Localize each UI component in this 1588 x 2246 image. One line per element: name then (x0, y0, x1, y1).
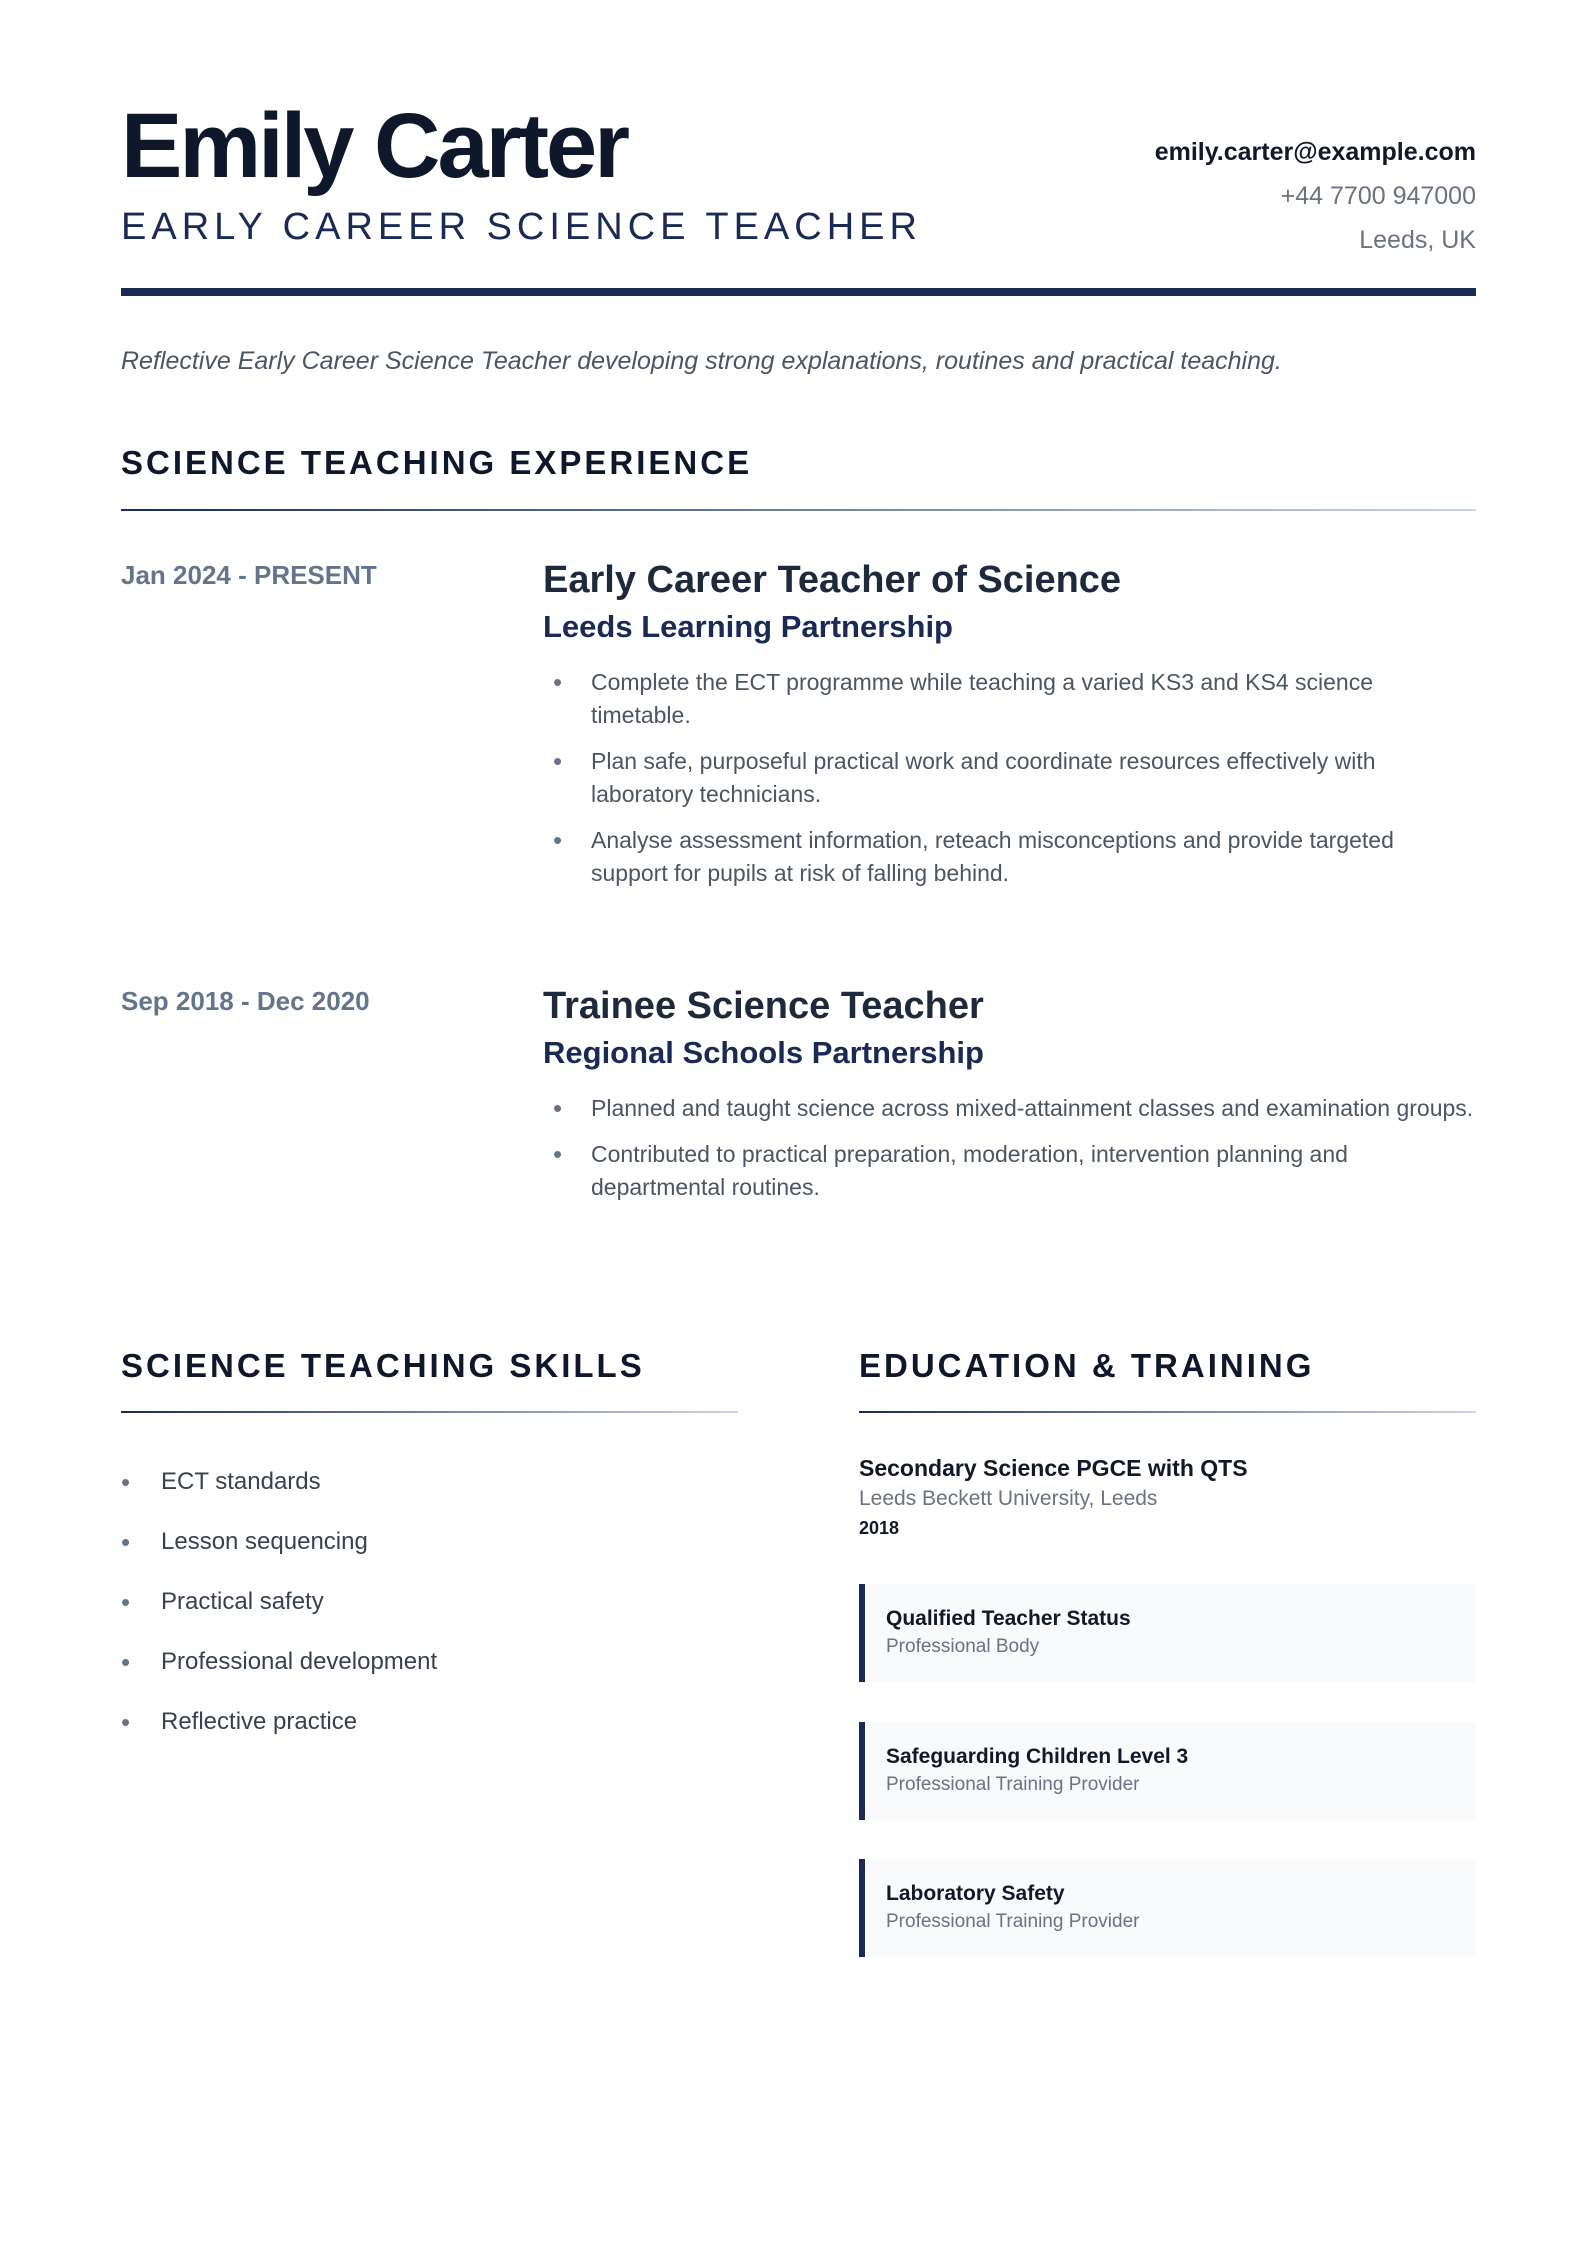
experience-bullets (543, 1092, 1476, 1204)
section-title-skills: SCIENCE TEACHING SKILLS (121, 1347, 645, 1384)
experience-dates: Sep 2018 - Dec 2020 (121, 986, 370, 1016)
section-divider (121, 1411, 738, 1413)
skill-item: • Professional development (121, 1632, 437, 1692)
experience-organization: Leeds Learning Partnership (543, 609, 953, 644)
experience-title: Trainee Science Teacher (543, 985, 984, 1027)
bullet-item: • Complete the ECT programme while teaching a varied KS3 and KS4 science timetable. (543, 666, 1476, 732)
experience-bullets (543, 666, 1476, 890)
contact-email[interactable]: emily.carter@example.com (1154, 138, 1476, 166)
certification-card (859, 1722, 1476, 1820)
certification-provider: Professional Body (886, 1636, 1040, 1657)
skills-list (121, 1452, 437, 1752)
header-divider (121, 288, 1476, 296)
degree-title: Secondary Science PGCE with QTS (859, 1455, 1248, 1481)
certification-card (859, 1859, 1476, 1957)
education-entry (859, 1452, 1476, 1542)
experience-organization: Regional Schools Partnership (543, 1035, 984, 1070)
degree-year: 2018 (859, 1518, 900, 1538)
certification-card (859, 1584, 1476, 1682)
skill-item: • Lesson sequencing (121, 1512, 437, 1572)
bullet-item: • Contributed to practical preparation, moderation, intervention planning and departmental routines. (543, 1138, 1476, 1204)
skill-item: • Reflective practice (121, 1692, 437, 1752)
section-title-education: EDUCATION & TRAINING (859, 1347, 1315, 1384)
bullet-item: • Analyse assessment information, reteach misconceptions and provide targeted support for pupils at risk of falling behind. (543, 824, 1476, 890)
experience-title: Early Career Teacher of Science (543, 559, 1122, 601)
resume-header (121, 0, 1476, 296)
bullet-item: • Plan safe, purposeful practical work and coordinate resources effectively with laboratory technicians. (543, 745, 1476, 811)
certification-title: Laboratory Safety (886, 1882, 1065, 1905)
certification-provider: Professional Training Provider (886, 1911, 1140, 1932)
bullet-item: • Planned and taught science across mixed-attainment classes and examination groups. (543, 1092, 1476, 1125)
certification-title: Safeguarding Children Level 3 (886, 1745, 1189, 1768)
profile-summary: Reflective Early Career Science Teacher developing strong explanations, routines and practical teaching. (121, 347, 1282, 375)
job-title: EARLY CAREER SCIENCE TEACHER (121, 206, 922, 248)
section-divider (121, 509, 1476, 511)
contact-location: Leeds, UK (1359, 226, 1476, 254)
contact-phone[interactable]: +44 7700 947000 (1280, 182, 1476, 210)
section-divider (859, 1411, 1476, 1413)
experience-dates: Jan 2024 - PRESENT (121, 560, 377, 590)
degree-institution: Leeds Beckett University, Leeds (859, 1487, 1158, 1510)
skill-item: • Practical safety (121, 1572, 437, 1632)
section-title-experience: SCIENCE TEACHING EXPERIENCE (121, 444, 753, 481)
candidate-name: Emily Carter (121, 95, 628, 197)
resume-page (121, 0, 1476, 1932)
certification-provider: Professional Training Provider (886, 1774, 1140, 1795)
certification-title: Qualified Teacher Status (886, 1607, 1131, 1630)
skill-item: • ECT standards (121, 1452, 437, 1512)
contact-info (1155, 130, 1476, 262)
